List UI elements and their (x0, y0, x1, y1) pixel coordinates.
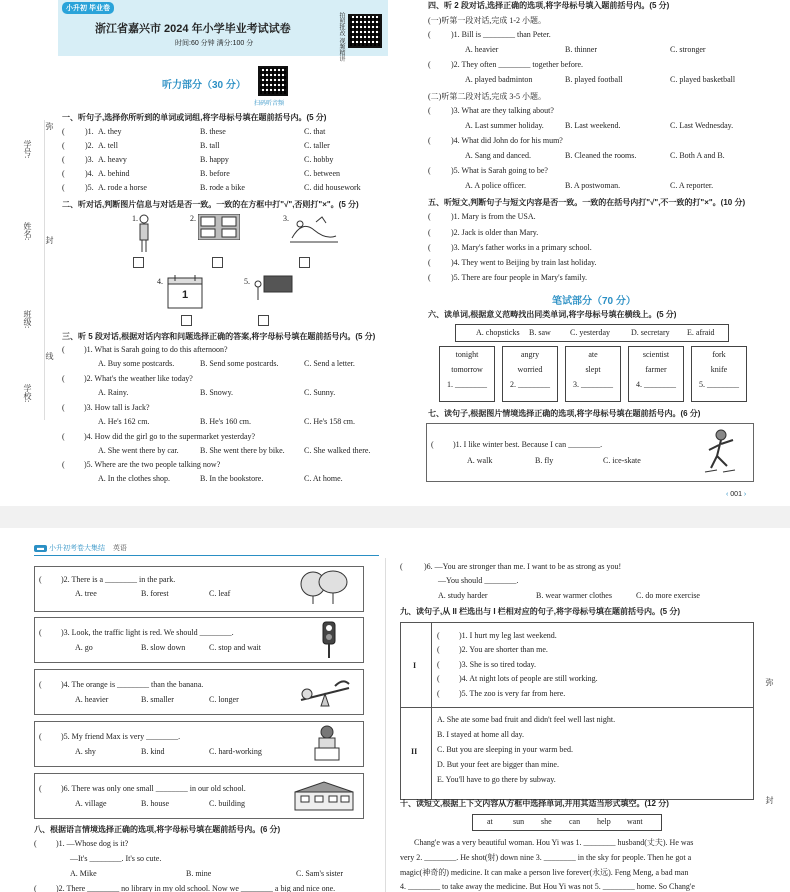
section-5-title: 五、听短文,判断句子与短文内容是否一致。一致的在括号内打"√",不一致的打"×"。(10 分) (428, 198, 746, 207)
option-b[interactable]: B. fly (535, 456, 554, 465)
page-gap (0, 506, 790, 528)
header-subject: 英语 (112, 545, 127, 552)
option-a[interactable]: A. Buy some postcards. (98, 359, 175, 368)
answer-paren[interactable]: ( (34, 884, 37, 892)
school-building-icon (291, 780, 357, 812)
scan-caption: 扫码听音频 (254, 101, 285, 107)
match-item: )2. You are shorter than me. (459, 645, 548, 654)
answer-paren[interactable]: ( (428, 273, 431, 282)
answer-paren[interactable]: ( (39, 784, 42, 793)
match-item: )5. The zoo is very far from here. (459, 689, 566, 698)
question-text: )3. How tall is Jack? (84, 403, 150, 412)
answer-paren[interactable]: ( (428, 60, 431, 69)
passage-line: 4. ________ to take away the medicine. But Hou Yi was not 5. ________ home. So Chang'e (400, 882, 695, 891)
qr-code-icon[interactable] (348, 14, 382, 48)
option-c[interactable]: C. did housework (304, 183, 361, 192)
question-text: )5. My friend Max is very ________. (61, 732, 181, 741)
passage-line: Chang'e was a very beautiful woman. Hou Yi was 1. ________ husband(丈夫). He was (414, 838, 694, 847)
word-bank-item: at (487, 817, 493, 826)
answer-checkbox[interactable] (258, 315, 269, 326)
section-1-title: 一、听句子,选择你所听到的单词或词组,将字母标号填在题前括号内。(5 分) (62, 113, 327, 122)
option-a[interactable]: A. A police officer. (465, 181, 526, 190)
answer-paren[interactable]: ( (62, 169, 65, 178)
picture-question-box (34, 721, 364, 767)
option-a[interactable]: A. In the clothes shop. (98, 474, 170, 483)
answer-checkbox[interactable] (299, 257, 310, 268)
question-number: )2. (85, 141, 94, 150)
matching-table (400, 622, 754, 800)
option-a[interactable]: A. shy (75, 747, 96, 756)
option-b[interactable]: B. house (141, 799, 169, 808)
word-item: ate (588, 350, 598, 359)
side-label-student-id: 学号: (23, 140, 32, 159)
word-bank-box (472, 814, 662, 831)
option-a[interactable]: A. heavy (98, 155, 127, 164)
option-c[interactable]: C. hobby (304, 155, 334, 164)
boy-reading-icon (311, 724, 343, 764)
option-b[interactable]: B. Cleaned the rooms. (565, 151, 637, 160)
statement-text: )5. There are four people in Mary's family. (451, 273, 588, 282)
question-text: )2. There is a ________ in the park. (61, 575, 176, 584)
option-c[interactable]: C. She walked there. (304, 446, 371, 455)
picture-question-box (34, 617, 364, 663)
word-group-cell (628, 346, 684, 402)
option-b[interactable]: B. these (200, 127, 226, 136)
answer-paren[interactable]: ( (62, 141, 65, 150)
traffic-light-icon (319, 620, 339, 660)
match-item: )3. She is so tired today. (459, 660, 537, 669)
answer-paren[interactable]: ( (39, 628, 42, 637)
answer-paren[interactable]: ( (437, 689, 440, 698)
answer-paren[interactable]: ( (62, 345, 65, 354)
header-badge: 小升初考卷大集结 (48, 545, 105, 552)
section-3-title: 三、听 5 段对话,根据对话内容和问题选择正确的答案,将字母标号填在题前括号内。(5 分) (62, 332, 376, 341)
question-text: —You should ________. (438, 576, 519, 585)
option-c[interactable]: C. played basketball (670, 75, 736, 84)
option-a[interactable]: A. Last summer holiday. (465, 121, 544, 130)
word-option: C. yesterday (570, 328, 610, 337)
answer-paren[interactable]: ( (437, 660, 440, 669)
match-answer: D. But your feet are bigger than mine. (437, 760, 559, 769)
answer-paren[interactable]: ( (431, 440, 434, 449)
boy-standing-icon (136, 214, 152, 254)
answer-paren[interactable]: ( (39, 732, 42, 741)
answer-checkbox[interactable] (133, 257, 144, 268)
answer-paren[interactable]: ( (428, 228, 431, 237)
option-b[interactable]: B. rode a bike (200, 183, 245, 192)
match-item: )1. I hurt my leg last weekend. (459, 631, 557, 640)
side-mark: 线 (45, 352, 54, 360)
badge-right: 毕业卷 (88, 5, 110, 12)
answer-paren[interactable]: ( (428, 30, 431, 39)
match-answer: C. But you are sleeping in your warm bed. (437, 745, 573, 754)
animals-scene-icon (290, 214, 338, 244)
answer-blank[interactable]: 2. ________ (510, 380, 550, 389)
picture-question-box (34, 669, 364, 715)
option-a[interactable]: A. heavier (75, 695, 109, 704)
option-a[interactable]: A. go (75, 643, 93, 652)
option-c[interactable]: C. A reporter. (670, 181, 714, 190)
answer-paren[interactable]: ( (39, 680, 42, 689)
question-text: )2. There ________ no library in my old school. Now we ________ a big and nice one. (56, 884, 336, 892)
word-bank-item: sun (513, 817, 525, 826)
word-option: D. secretary (631, 328, 670, 337)
question-text: )6. —You are stronger than me. I want to be as strong as you! (424, 562, 622, 571)
picture-number: 3. (283, 214, 289, 223)
header-logo-icon: ▬ (34, 545, 47, 552)
answer-paren[interactable]: ( (62, 183, 65, 192)
match-answer: E. You'll have to go there by subway. (437, 775, 556, 784)
question-text: )1. What is Sarah going to do this afternoon? (84, 345, 228, 354)
answer-paren[interactable]: ( (428, 258, 431, 267)
word-bank-item: she (541, 817, 552, 826)
option-a[interactable]: A. tell (98, 141, 118, 150)
side-mark: 弥 (765, 678, 774, 686)
option-a[interactable]: A. behind (98, 169, 130, 178)
word-option: B. saw (529, 328, 551, 337)
option-c[interactable]: C. hard-working (209, 747, 262, 756)
classroom-icon (252, 274, 294, 304)
column-label-1: I (413, 661, 417, 670)
option-c[interactable]: C. Send a letter. (304, 359, 355, 368)
written-section-title: 笔试部分（70 分） (552, 296, 636, 307)
match-item: )4. At night lots of people are still working. (459, 674, 598, 683)
column-label-2: II (411, 747, 418, 756)
option-a[interactable]: A. village (75, 799, 107, 808)
ice-skater-icon (703, 428, 743, 476)
exam-meta: 时间:60 分钟 满分:100 分 (175, 40, 254, 47)
question-text: )2. What's the weather like today? (84, 374, 193, 383)
option-b[interactable]: B. forest (141, 589, 169, 598)
question-text: )4. The orange is ________ than the banana. (61, 680, 204, 689)
option-c[interactable]: C. stronger (670, 45, 706, 54)
option-b[interactable]: B. mine (186, 869, 212, 878)
option-a[interactable]: A. Rainy. (98, 388, 129, 397)
statement-text: )2. Jack is older than Mary. (451, 228, 539, 237)
word-item: knife (710, 365, 728, 374)
option-b[interactable]: B. He's 160 cm. (200, 417, 251, 426)
answer-paren[interactable]: ( (437, 674, 440, 683)
section-9-title: 九、读句子,从 II 栏选出与 I 栏相对应的句子,将字母标号填在题前括号内。(5 分) (400, 607, 681, 616)
buildings-map-icon (198, 214, 240, 240)
option-b[interactable]: B. thinner (565, 45, 597, 54)
answer-paren[interactable]: ( (62, 127, 65, 136)
question-text: )4. What did John do for his mum? (451, 136, 563, 145)
question-text: )5. What is Sarah going to be? (451, 166, 548, 175)
question-text: )1. —Whose dog is it? (56, 839, 129, 848)
word-options-box (455, 324, 729, 342)
option-c[interactable]: C. taller (304, 141, 330, 150)
series-badge (62, 2, 114, 14)
word-item: tomorrow (451, 365, 483, 374)
option-a[interactable]: A. rode a horse (98, 183, 147, 192)
answer-paren[interactable]: ( (62, 374, 65, 383)
exam-title: 浙江省嘉兴市 2024 年小学毕业考试试卷 (95, 23, 291, 35)
section-8-title: 八、根据语言情境选择正确的选项,将字母标号填在题前括号内。(6 分) (34, 825, 281, 834)
table-divider (401, 707, 753, 708)
binding-line (44, 120, 45, 420)
section-10-title: 十、读短文,根据上下文内容从方框中选择单词,并用其适当形式填空。(12 分) (400, 799, 669, 808)
statement-text: )1. Mary is from the USA. (451, 212, 536, 221)
option-c[interactable]: C. longer (209, 695, 239, 704)
statement-text: )4. They went to Beijing by train last holiday. (451, 258, 597, 267)
option-c[interactable]: C. ice-skate (603, 456, 641, 465)
option-c[interactable]: C. Both A and B. (670, 151, 725, 160)
trees-icon (299, 570, 351, 606)
option-b[interactable]: B. In the bookstore. (200, 474, 264, 483)
answer-checkbox[interactable] (212, 257, 223, 268)
picture-number: 2. (190, 214, 196, 223)
picture-question-box (34, 773, 364, 819)
qr-caption: 拍照批改 视频精讲 (338, 12, 344, 62)
side-label-school: 学校: (23, 384, 32, 403)
option-a[interactable]: A. tree (75, 589, 97, 598)
word-bank-item: want (627, 817, 643, 826)
option-c[interactable]: C. At home. (304, 474, 343, 483)
option-a[interactable]: A. played badminton (465, 75, 533, 84)
word-bank-item: can (569, 817, 581, 826)
qr-code-icon[interactable] (258, 66, 288, 96)
option-b[interactable]: B. slow down (141, 643, 186, 652)
answer-paren[interactable]: ( (62, 155, 65, 164)
option-c[interactable]: C. that (304, 127, 326, 136)
word-item: tonight (455, 350, 479, 359)
option-a[interactable]: A. Sang and danced. (465, 151, 531, 160)
section-4-title: 四、听 2 段对话,选择正确的选项,将字母标号填入题前括号内。(5 分) (428, 1, 670, 10)
option-b[interactable]: B. smaller (141, 695, 174, 704)
picture-number: 5. (244, 277, 250, 286)
option-c[interactable]: C. stop and wait (209, 643, 261, 652)
word-item: farmer (645, 365, 667, 374)
question-text: )3. What are they talking about? (451, 106, 554, 115)
listening-section-title: 听力部分（30 分） (162, 80, 246, 91)
seesaw-fruit-icon (297, 678, 353, 708)
statement-text: )3. Mary's father works in a primary school. (451, 243, 592, 252)
question-text: )1. Bill is ________ than Peter. (451, 30, 551, 39)
match-answer: B. I stayed at home all day. (437, 730, 525, 739)
option-b[interactable]: B. She went there by bike. (200, 446, 285, 455)
answer-paren[interactable]: ( (428, 212, 431, 221)
question-text: )3. Look, the traffic light is red. We should ________. (61, 628, 234, 637)
table-divider (431, 623, 432, 799)
passage-line: magic(神奇的) medicine. It can make a person live forever(永远). Feng Meng, a bad man (400, 868, 689, 877)
question-text: )2. They often ________ together before. (451, 60, 584, 69)
answer-paren[interactable]: ( (437, 645, 440, 654)
answer-paren[interactable]: ( (428, 136, 431, 145)
question-text: )1. I like winter best. Because I can ________. (453, 440, 603, 449)
option-b[interactable]: B. kind (141, 747, 165, 756)
option-c[interactable]: C. leaf (209, 589, 231, 598)
page-number-text: 001 (730, 491, 742, 498)
passage-line: very 2. ________. He shot(射) down nine 3. ________ in the sky for people. Then he got a (400, 853, 692, 862)
option-a[interactable]: A. He's 162 cm. (98, 417, 150, 426)
word-group-cell (565, 346, 621, 402)
calendar-number: 1 (182, 289, 189, 301)
option-b[interactable]: B. happy (200, 155, 229, 164)
answer-paren[interactable]: ( (62, 460, 65, 469)
section-7-title: 七、读句子,根据图片情境选择正确的选项,将字母标号填在题前括号内。(6 分) (428, 409, 701, 418)
side-mark: 封 (765, 796, 774, 804)
answer-paren[interactable]: ( (39, 575, 42, 584)
word-bank-item: help (597, 817, 611, 826)
option-c[interactable]: C. between (304, 169, 340, 178)
question-number: )5. (85, 183, 94, 192)
word-item: angry (520, 350, 540, 359)
option-c[interactable]: C. Sunny. (304, 388, 336, 397)
option-b[interactable]: B. wear warmer clothes (536, 591, 612, 600)
option-a[interactable]: A. study harder (438, 591, 488, 600)
word-option: E. afraid (687, 328, 715, 337)
section-4-subtitle-1: (一)听第一段对话,完成 1-2 小题。 (428, 16, 546, 25)
answer-paren[interactable]: ( (428, 106, 431, 115)
answer-blank[interactable]: 5. ________ (699, 380, 739, 389)
picture-question-box (34, 566, 364, 612)
side-label-name: 姓名: (23, 222, 32, 241)
answer-paren[interactable]: ( (62, 403, 65, 412)
option-b[interactable]: B. tall (200, 141, 220, 150)
answer-paren[interactable]: ( (400, 562, 403, 571)
picture-number: 4. (157, 277, 163, 286)
word-item: fork (712, 350, 726, 359)
answer-paren[interactable]: ( (437, 631, 440, 640)
side-label-class: 班级: (23, 310, 32, 329)
option-a[interactable]: A. She went there by car. (98, 446, 179, 455)
column-divider (385, 558, 386, 892)
question-text: )4. How did the girl go to the supermarket yesterday? (84, 432, 256, 441)
section-2-title: 二、听对话,判断图片信息与对话是否一致。一致的在方框中打"√",否则打"×"。(5 分) (62, 200, 359, 209)
word-group-cell (691, 346, 747, 402)
word-item: scientist (642, 350, 670, 359)
option-b[interactable]: B. Snowy. (200, 388, 234, 397)
side-mark: 弥 (45, 122, 54, 130)
option-c[interactable]: C. do more exercise (636, 591, 700, 600)
section-6-title: 六、读单词,根据意义范畴找出同类单词,将字母标号填在横线上。(5 分) (428, 310, 677, 319)
answer-paren[interactable]: ( (428, 243, 431, 252)
option-c[interactable]: C. He's 158 cm. (304, 417, 355, 426)
question-number: )1. (85, 127, 94, 136)
option-b[interactable]: B. before (200, 169, 230, 178)
exam-page-2 (0, 528, 790, 892)
question-text: —It's ________. It's so cute. (70, 854, 162, 863)
option-a[interactable]: A. they (98, 127, 122, 136)
badge-left: 小升初 (66, 5, 87, 12)
option-b[interactable]: B. played football (565, 75, 623, 84)
answer-checkbox[interactable] (181, 315, 192, 326)
picture-question-box (426, 423, 754, 482)
word-item: slept (585, 365, 601, 374)
answer-paren[interactable]: ( (34, 839, 37, 848)
answer-blank[interactable]: 3. ________ (573, 380, 613, 389)
option-b[interactable]: B. A postwoman. (565, 181, 621, 190)
question-number: )3. (85, 155, 94, 164)
word-group-cell (502, 346, 558, 402)
header-rule (34, 555, 379, 556)
word-item: worried (517, 365, 543, 374)
side-mark: 封 (45, 236, 54, 244)
answer-paren[interactable]: ( (428, 166, 431, 175)
picture-number: 1. (132, 214, 138, 223)
option-c[interactable]: C. Sam's sister (296, 869, 343, 878)
option-b[interactable]: B. Last weekend. (565, 121, 621, 130)
option-b[interactable]: B. Send some postcards. (200, 359, 279, 368)
word-group-cell (439, 346, 495, 402)
page-number: ‹ 001 › (726, 491, 747, 498)
option-a[interactable]: A. walk (467, 456, 493, 465)
answer-paren[interactable]: ( (62, 432, 65, 441)
option-a[interactable]: A. Mike (70, 869, 97, 878)
word-option: A. chopsticks (476, 328, 520, 337)
question-number: )4. (85, 169, 94, 178)
match-answer: A. She ate some bad fruit and didn't feel well last night. (437, 715, 616, 724)
answer-blank[interactable]: 4. ________ (636, 380, 676, 389)
question-text: )5. Where are the two people talking now? (84, 460, 221, 469)
question-text: )6. There was only one small ________ in our old school. (61, 784, 246, 793)
answer-blank[interactable]: 1. ________ (447, 380, 487, 389)
page-header (34, 543, 127, 553)
section-4-subtitle-2: (二)听第二段对话,完成 3-5 小题。 (428, 92, 546, 101)
option-a[interactable]: A. heavier (465, 45, 499, 54)
option-c[interactable]: C. Last Wednesday. (670, 121, 734, 130)
option-c[interactable]: C. building (209, 799, 246, 808)
